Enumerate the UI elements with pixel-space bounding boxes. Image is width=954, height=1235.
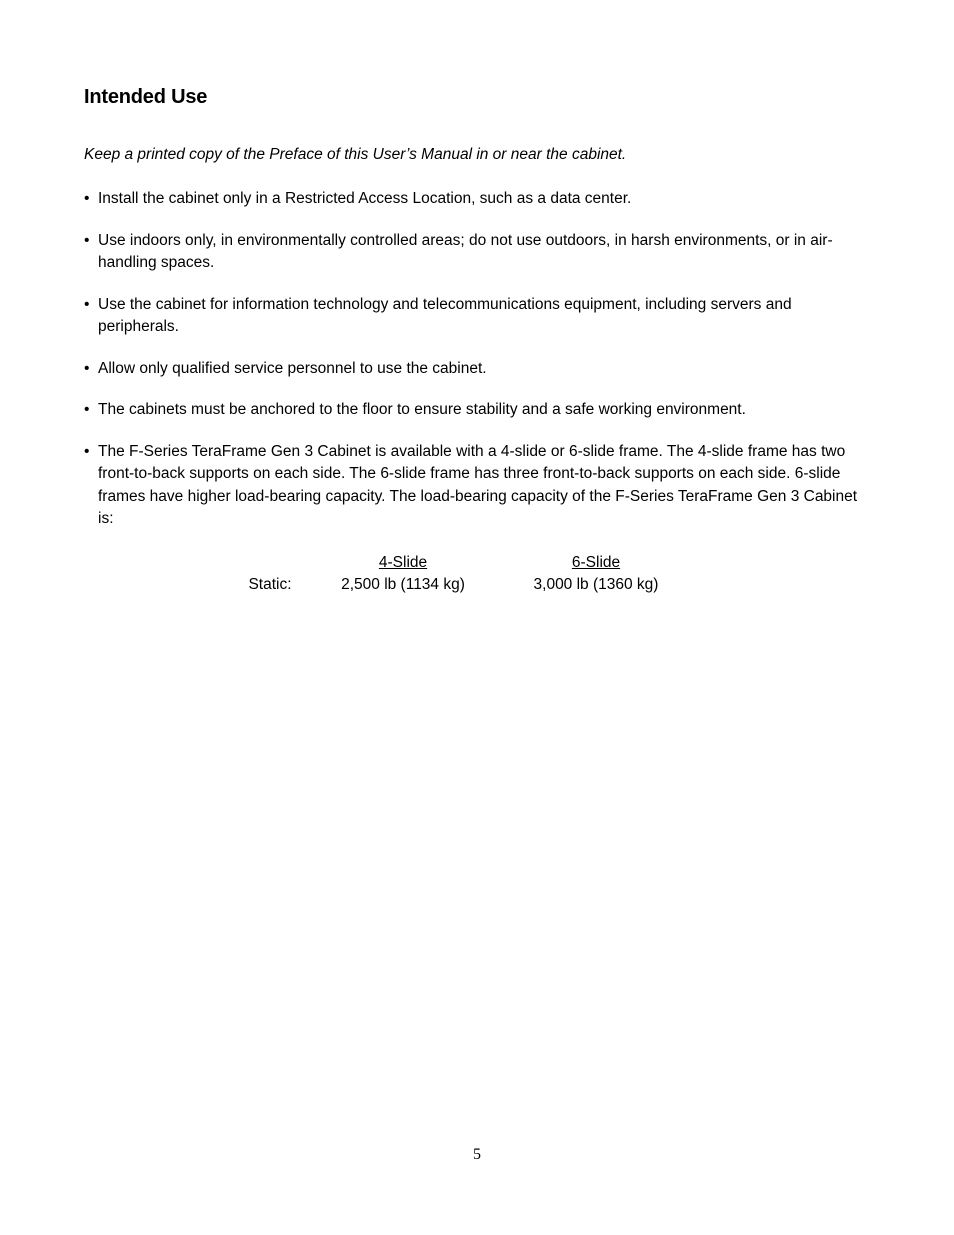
list-item: [84, 399, 874, 422]
list-item-text: The cabinets must be anchored to the floor to ensure stability and a safe working environment.: [98, 401, 746, 418]
list-item: [84, 188, 874, 211]
list-item: [84, 358, 874, 381]
table-cell-4-slide: 2,500 lb (1134 kg): [341, 576, 465, 593]
bullet-list: [84, 188, 874, 550]
intro-note: Keep a printed copy of the Preface of this User’s Manual in or near the cabinet.: [84, 146, 627, 163]
table-row: [220, 574, 706, 596]
list-item-text: Allow only qualified service personnel to use the cabinet.: [98, 359, 487, 377]
page-number: 5: [473, 1146, 481, 1163]
table-row-label: Static:: [248, 576, 292, 593]
table-header-6-slide: 6-Slide: [571, 554, 621, 571]
list-item-text: Use indoors only, in environmentally controlled areas; do not use outdoors, in harsh environments, or in air-handling spaces.: [98, 231, 833, 271]
table-header-row: [220, 552, 706, 574]
bullet-marker: •: [84, 359, 90, 377]
bullet-marker: •: [84, 190, 90, 207]
list-item: [84, 294, 874, 339]
table-cell-6-slide: 3,000 lb (1360 kg): [533, 576, 659, 593]
list-item: [84, 230, 874, 275]
section-heading: Intended Use: [84, 86, 208, 108]
list-item-text: Install the cabinet only in a Restricted Access Location, such as a data center.: [98, 190, 632, 207]
bullet-marker: •: [84, 401, 90, 418]
table-header-4-slide: 4-Slide: [378, 554, 428, 571]
bullet-marker: •: [84, 295, 90, 313]
load-capacity-table: [220, 552, 706, 596]
list-item-text: Use the cabinet for information technology and telecommunications equipment, including servers and peripherals.: [98, 295, 792, 335]
list-item: [84, 441, 874, 531]
bullet-marker: •: [84, 442, 90, 460]
list-item-text: The F-Series TeraFrame Gen 3 Cabinet is available with a 4-slide or 6-slide frame. The 4-slide frame has two front-to-back supports on each side. The 6-slide frame has three front-to-back supports on each side. 6-slide frames have higher load-bearing capacity. The load-bearing capacity of the F-Series TeraFrame Gen 3 Cabinet is:: [98, 442, 858, 527]
bullet-marker: •: [84, 231, 90, 249]
table-header-label: [220, 552, 320, 574]
